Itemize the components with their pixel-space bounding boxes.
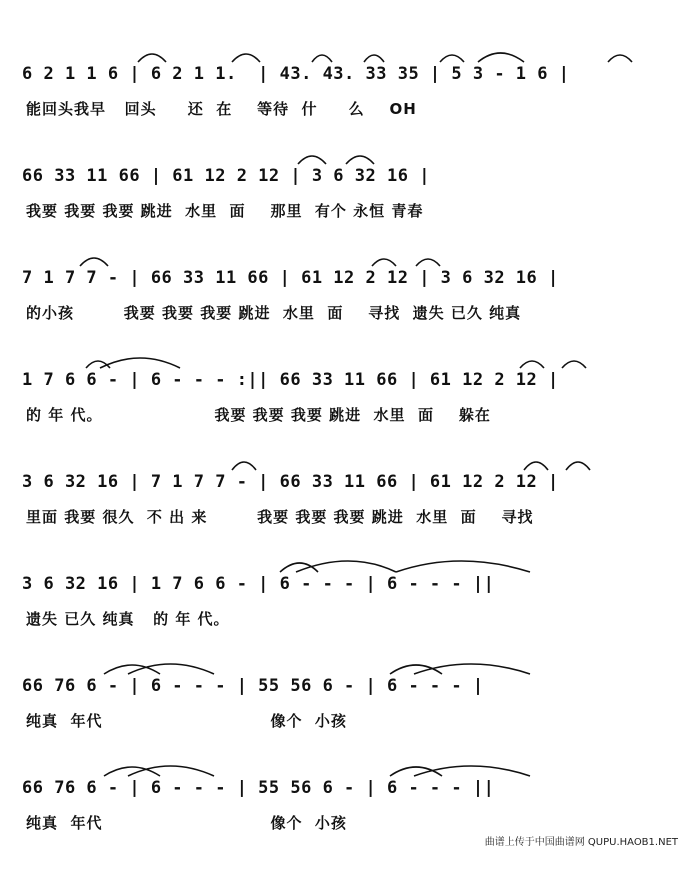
notation-line: 1 7 6 6 - | 6 - - - :|| 66 33 11 66 | 61 12 2 12 | — [22, 370, 559, 390]
notation-line: 3 6 32 16 | 7 1 7 7 - | 66 33 11 66 | 61 12 2 12 | — [22, 472, 559, 492]
notation-line: 6 2 1 1 6 | 6 2 1 1. | 43. 43. 33 35 | 5 3 - 1 6 | — [22, 64, 570, 84]
lyric-line: 的小孩 我要 我要 我要 跳进 水里 面 寻找 遗失 已久 纯真 — [26, 304, 522, 322]
lyric-line: 的 年 代。 我要 我要 我要 跳进 水里 面 躲在 — [26, 406, 491, 424]
notation-line: 66 76 6 - | 6 - - - | 55 56 6 - | 6 - - - | — [22, 676, 484, 696]
lyric-line: 遗失 已久 纯真 的 年 代。 — [26, 610, 230, 628]
slur-marks — [0, 452, 682, 472]
lyric-line: 纯真 年代 像个 小孩 — [26, 814, 347, 832]
notation-line: 7 1 7 7 - | 66 33 11 66 | 61 12 2 12 | 3 6 32 16 | — [22, 268, 559, 288]
site-watermark: 曲谱上传于中国曲谱网 QUPU.HAOB1.NET — [484, 837, 678, 848]
notation-line: 66 76 6 - | 6 - - - | 55 56 6 - | 6 - - - || — [22, 778, 495, 798]
slur-marks — [0, 554, 682, 574]
lyric-line: 里面 我要 很久 不 出 来 我要 我要 我要 跳进 水里 面 寻找 — [26, 508, 534, 526]
slur-marks — [0, 146, 682, 166]
lyric-line: 能回头我早 回头 还 在 等待 什 么 OH — [26, 100, 417, 118]
slur-marks — [0, 248, 682, 268]
score-system-8 — [0, 776, 682, 876]
slur-marks — [0, 656, 682, 676]
slur-marks — [0, 350, 682, 370]
slur-marks — [0, 44, 682, 64]
lyric-line: 纯真 年代 像个 小孩 — [26, 712, 347, 730]
slur-marks — [0, 758, 682, 778]
notation-line: 3 6 32 16 | 1 7 6 6 - | 6 - - - | 6 - - - || — [22, 574, 495, 594]
notation-line: 66 33 11 66 | 61 12 2 12 | 3 6 32 16 | — [22, 166, 430, 186]
lyric-line: 我要 我要 我要 跳进 水里 面 那里 有个 永恒 青春 — [26, 202, 424, 220]
